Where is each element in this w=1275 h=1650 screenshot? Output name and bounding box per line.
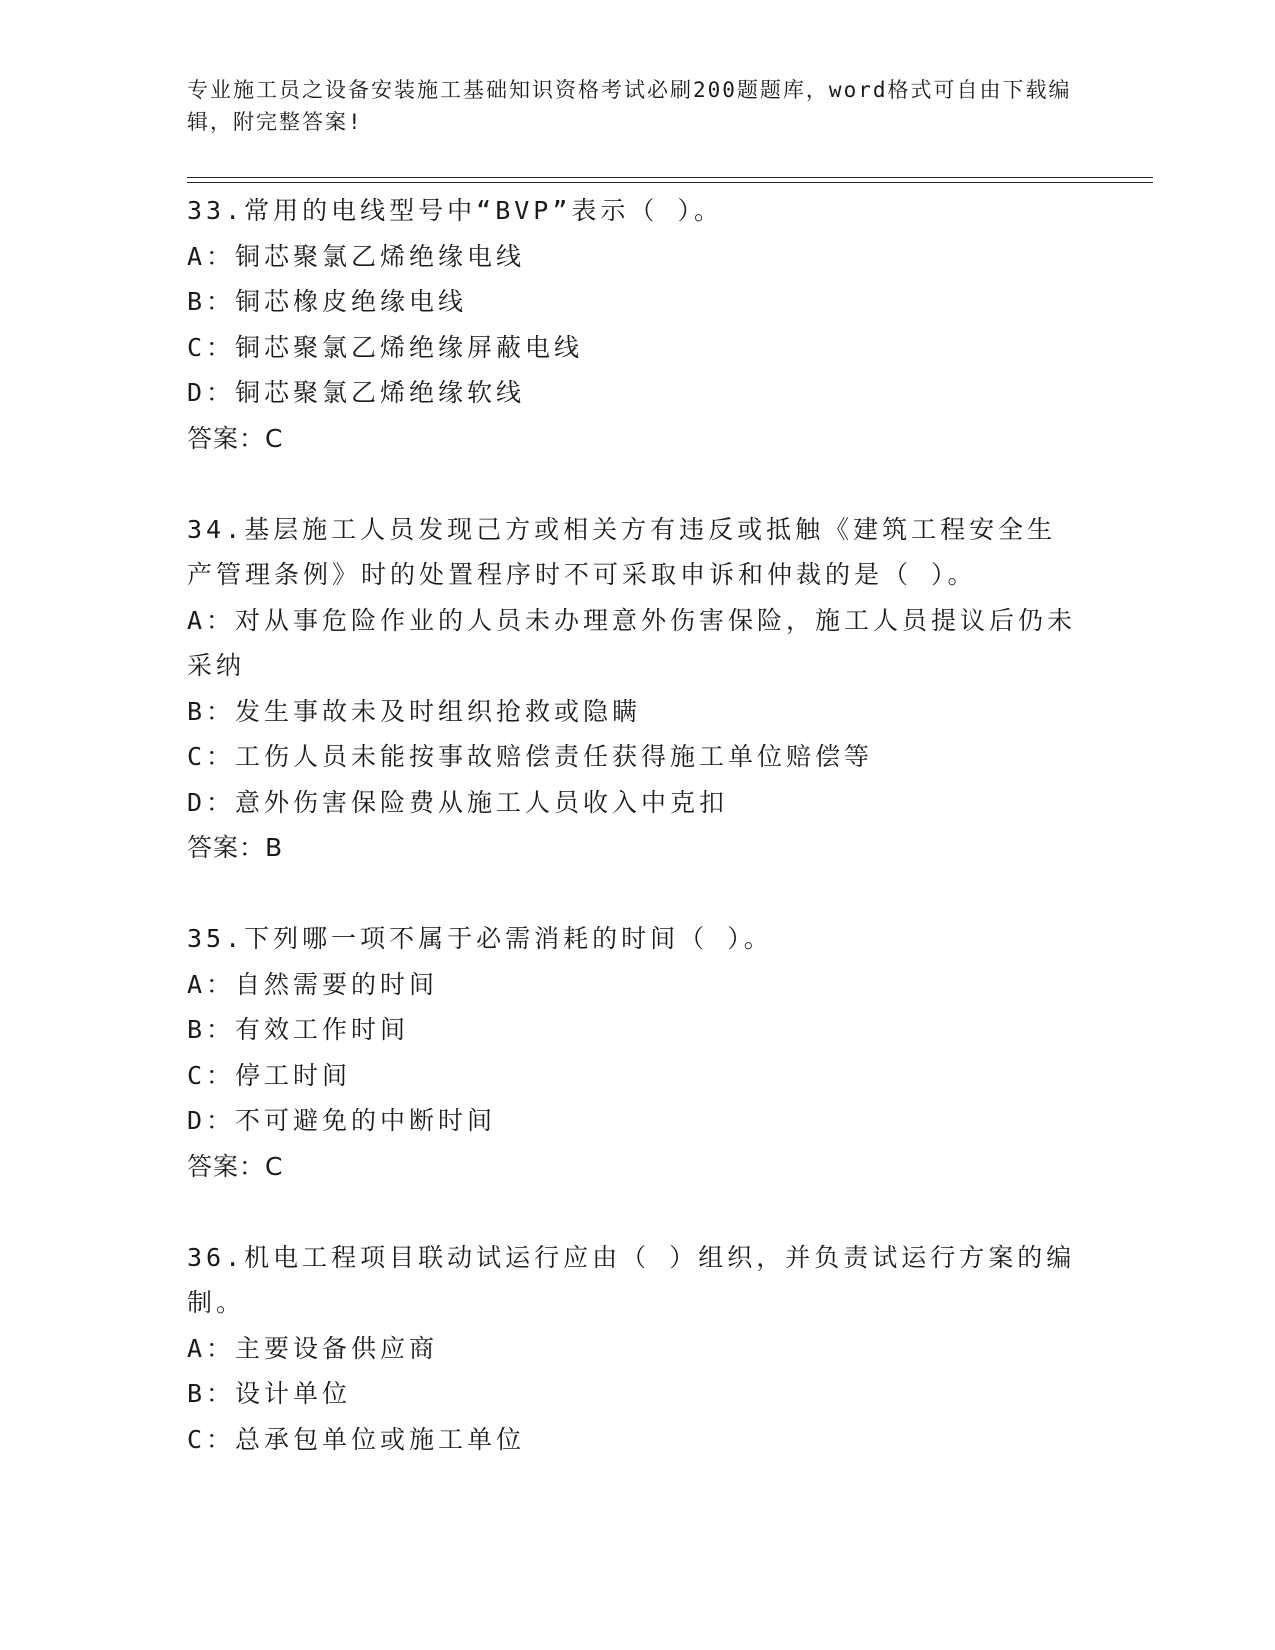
question-stem: 33.常用的电线型号中“BVP”表示（ ）。 [187,196,723,225]
header-rule-bottom [187,182,1153,183]
answer: 答案：C [187,1151,284,1181]
option-b: B：发生事故未及时组织抢救或隐瞒 [187,696,642,726]
question-stem: 36.机电工程项目联动试运行应由（ ）组织，并负责试运行方案的编制。 [187,1242,1076,1317]
option-b: B：设计单位 [187,1379,352,1408]
option-c: C：停工时间 [187,1060,352,1090]
document-header: 专业施工员之设备安装施工基础知识资格考试必刷200题题库，word格式可自由下载编辑，附完整答案! [187,78,1072,134]
question-36 [187,1235,1077,1463]
option-a: A：铜芯聚氯乙烯绝缘电线 [187,241,526,271]
option-d: D：意外伤害保险费从施工人员收入中克扣 [187,787,729,817]
option-b: B：有效工作时间 [187,1015,410,1044]
option-b: B：铜芯橡皮绝缘电线 [187,287,468,316]
question-list [187,188,1077,1508]
question-35 [187,916,1077,1189]
header-rule-top [187,177,1153,178]
option-a: A：对从事危险作业的人员未办理意外伤害保险，施工人员提议后仍未采纳 [187,605,1077,680]
answer: 答案：B [187,833,284,862]
option-c: C：铜芯聚氯乙烯绝缘屏蔽电线 [187,332,584,362]
option-a: A：自然需要的时间 [187,969,439,999]
question-34 [187,507,1077,871]
option-a: A：主要设备供应商 [187,1333,439,1363]
option-d: D：铜芯聚氯乙烯绝缘软线 [187,378,526,407]
option-c: C：总承包单位或施工单位 [187,1424,526,1454]
answer: 答案：C [187,423,284,453]
option-c: C：工伤人员未能按事故赔偿责任获得施工单位赔偿等 [187,742,874,771]
question-stem: 34.基层施工人员发现己方或相关方有违反或抵触《建筑工程安全生产管理条例》时的处置程序时不可采取申诉和仲裁的是（ ）。 [187,514,1057,589]
option-d: D：不可避免的中断时间 [187,1106,497,1135]
question-33 [187,188,1077,461]
question-stem: 35.下列哪一项不属于必需消耗的时间（ ）。 [187,924,773,953]
